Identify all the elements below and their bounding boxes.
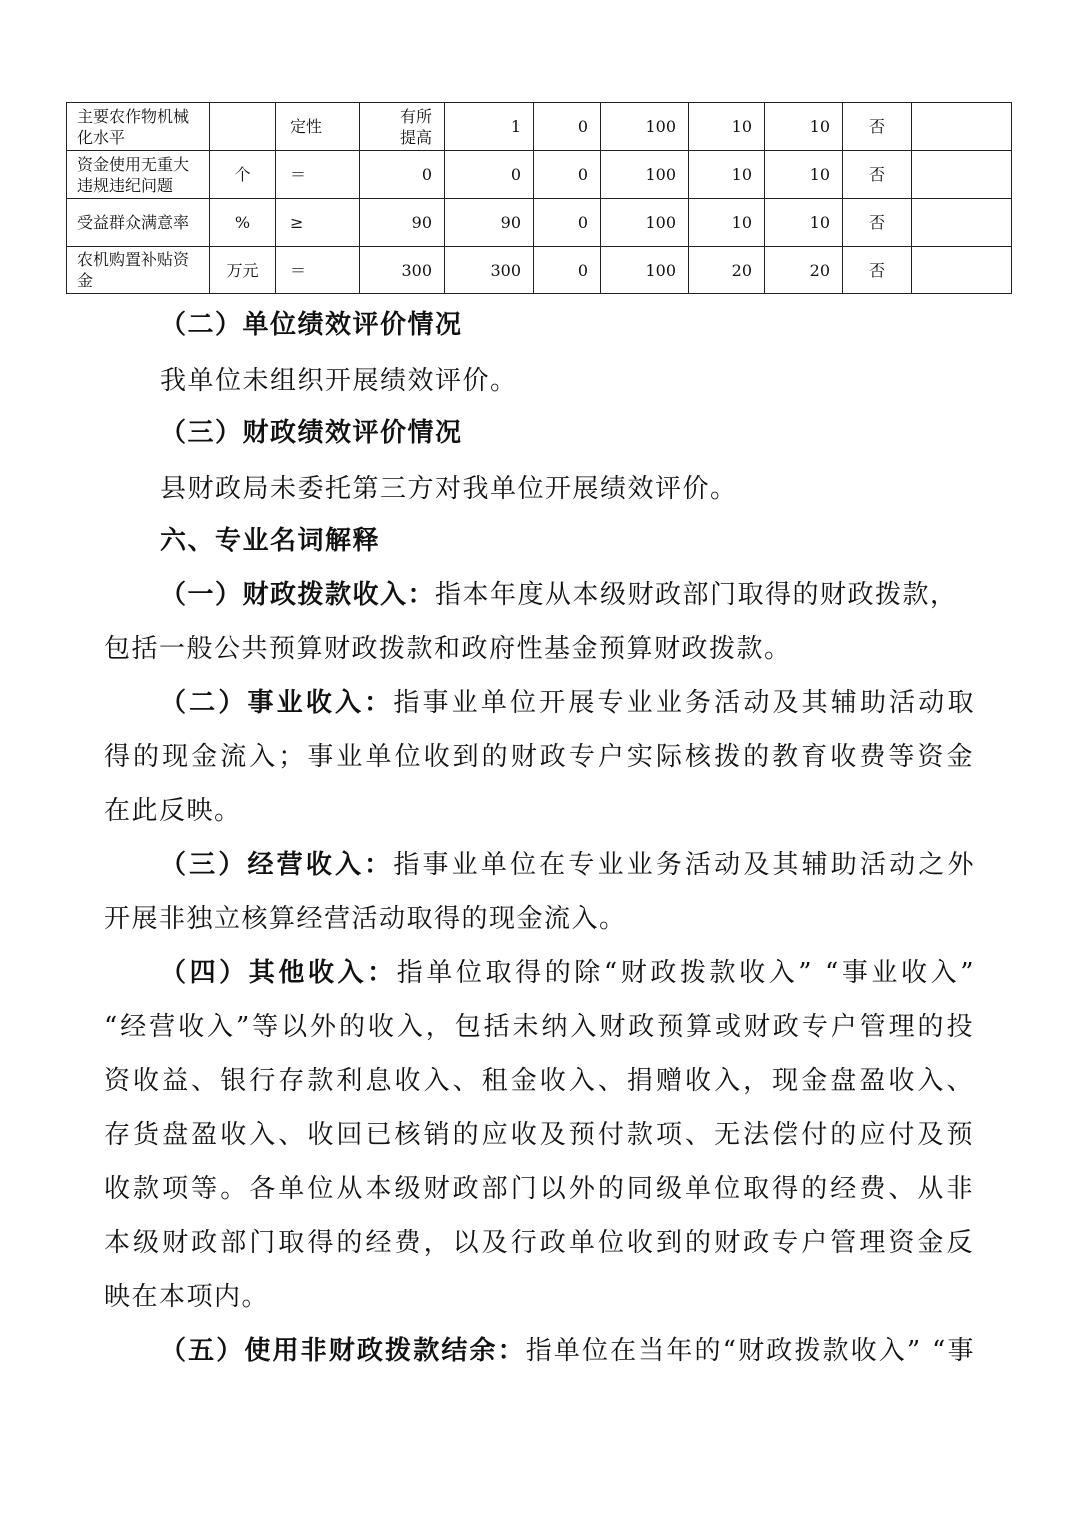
operator-cell: ≥	[276, 199, 360, 247]
score-cell: 10	[765, 103, 843, 151]
actual-cell: 300	[445, 247, 534, 294]
target-cell: 90	[360, 199, 445, 247]
score-cell: 20	[765, 247, 843, 294]
target-cell: 0	[360, 151, 445, 199]
table-row	[67, 199, 1012, 247]
deviation-cell: 0	[534, 151, 601, 199]
operator-cell: ＝	[276, 151, 360, 199]
flag-cell: 否	[843, 199, 912, 247]
glossary-text-line: 开展非独立核算经营活动取得的现金流入。	[104, 904, 627, 934]
unit-cell: 个	[210, 151, 276, 199]
score-rate-cell: 100	[601, 199, 689, 247]
score-rate-cell: 100	[601, 103, 689, 151]
glossary-text-line: 资收益、银行存款利息收入、租金收入、捐赠收入，现金盘盈收入、	[104, 1066, 974, 1096]
paragraph-unit-evaluation: 我单位未组织开展绩效评价。	[160, 366, 518, 396]
indicator-name-cell: 资金使用无重大 违规违纪问题	[67, 151, 210, 199]
score-cell: 10	[765, 199, 843, 247]
score-cell: 10	[765, 151, 843, 199]
glossary-definition: 指单位在当年的“财政拨款收入” “事	[525, 1336, 975, 1366]
section-heading-finance-evaluation: （三）财政绩效评价情况	[160, 418, 463, 448]
deviation-cell: 0	[534, 247, 601, 294]
glossary-text-line: 在此反映。	[104, 796, 242, 826]
glossary-text-line: 本级财政部门取得的经费，以及行政单位收到的财政专户管理资金反	[104, 1228, 974, 1258]
section-heading-unit-evaluation: （二）单位绩效评价情况	[160, 310, 463, 340]
target-cell: 有所 提高	[360, 103, 445, 151]
deviation-cell: 0	[534, 103, 601, 151]
glossary-term: （四）其他收入：	[160, 958, 397, 988]
flag-cell: 否	[843, 103, 912, 151]
actual-cell: 90	[445, 199, 534, 247]
glossary-text-line: 存货盘盈收入、收回已核销的应收及预付款项、无法偿付的应付及预	[104, 1120, 974, 1150]
glossary-term: （一）财政拨款收入：	[160, 580, 436, 610]
score-rate-cell: 100	[601, 247, 689, 294]
weight-cell: 10	[689, 199, 765, 247]
operator-cell: 定性	[276, 103, 360, 151]
glossary-term: （三）经营收入：	[160, 850, 394, 880]
table-row	[67, 151, 1012, 199]
deviation-cell: 0	[534, 199, 601, 247]
glossary-text-line: 映在本项内。	[104, 1282, 270, 1312]
section-heading-glossary: 六、专业名词解释	[160, 526, 381, 556]
actual-cell: 1	[445, 103, 534, 151]
glossary-item-fiscal-appropriation	[160, 578, 975, 612]
glossary-item-business-income	[160, 686, 975, 720]
glossary-definition: 指单位取得的除“财政拨款收入” “事业收入”	[396, 958, 975, 988]
glossary-text-line: 收款项等。各单位从本级财政部门以外的同级单位取得的经费、从非	[104, 1174, 974, 1204]
weight-cell: 10	[689, 103, 765, 151]
unit-cell: 万元	[210, 247, 276, 294]
operator-cell: ＝	[276, 247, 360, 294]
flag-cell: 否	[843, 151, 912, 199]
paragraph-finance-evaluation: 县财政局未委托第三方对我单位开展绩效评价。	[160, 474, 738, 504]
actual-cell: 0	[445, 151, 534, 199]
glossary-item-non-fiscal-balance	[160, 1334, 975, 1368]
indicator-name-cell: 主要农作物机械 化水平	[67, 103, 210, 151]
score-rate-cell: 100	[601, 151, 689, 199]
indicator-name-cell: 农机购置补贴资 金	[67, 247, 210, 294]
unit-cell: %	[210, 199, 276, 247]
glossary-term: （五）使用非财政拨款结余：	[160, 1336, 526, 1366]
glossary-definition: 指本年度从本级财政部门取得的财政拨款，	[435, 580, 958, 610]
note-cell	[912, 151, 1012, 199]
glossary-text-line: 得的现金流入；事业单位收到的财政专户实际核拨的教育收费等资金	[104, 742, 974, 772]
unit-cell	[210, 103, 276, 151]
table-row	[67, 247, 1012, 294]
glossary-text-line: “经营收入”等以外的收入，包括未纳入财政预算或财政专户管理的投	[104, 1012, 974, 1042]
note-cell	[912, 103, 1012, 151]
glossary-text-line: 包括一般公共预算财政拨款和政府性基金预算财政拨款。	[104, 634, 792, 664]
glossary-definition: 指事业单位开展专业业务活动及其辅助活动取	[393, 688, 975, 718]
performance-indicator-table	[66, 102, 1012, 294]
glossary-item-operating-income	[160, 848, 975, 882]
flag-cell: 否	[843, 247, 912, 294]
glossary-item-other-income	[160, 956, 975, 990]
glossary-term: （二）事业收入：	[160, 688, 394, 718]
table-row	[67, 103, 1012, 151]
note-cell	[912, 247, 1012, 294]
target-cell: 300	[360, 247, 445, 294]
weight-cell: 10	[689, 151, 765, 199]
glossary-definition: 指事业单位在专业业务活动及其辅助活动之外	[393, 850, 975, 880]
weight-cell: 20	[689, 247, 765, 294]
indicator-name-cell: 受益群众满意率	[67, 199, 210, 247]
note-cell	[912, 199, 1012, 247]
